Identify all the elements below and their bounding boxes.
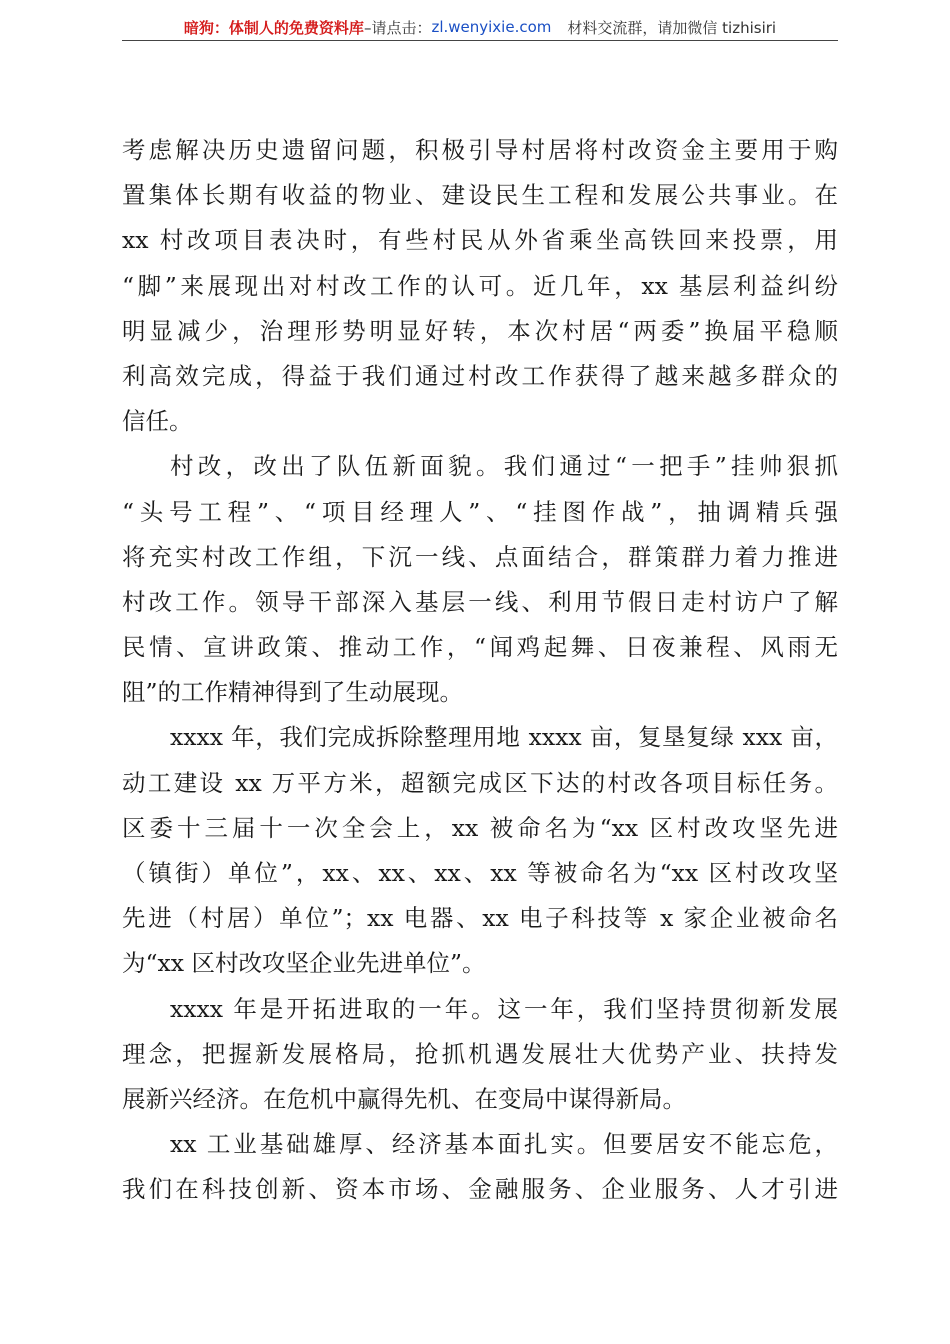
header-url-link[interactable]: zl.wenyixie.com — [431, 18, 552, 36]
text-line: 考虑解决历史遗留问题，积极引导村居将村改资金主要用于购 — [122, 136, 838, 164]
text-line: xx 工业基础雄厚、经济基本面扎实。但要居安不能忘危， — [170, 1130, 838, 1159]
text-line: xx 村改项目表决时，有些村民从外省乘坐高铁回来投票，用 — [122, 226, 838, 255]
text-line: 民情、宣讲政策、推动工作，“闻鸡起舞、日夜兼程、风雨无 — [122, 633, 838, 662]
document-body — [122, 128, 838, 1213]
text-line: 置集体长期有收益的物业、建设民生工程和发展公共事业。在 — [122, 181, 838, 210]
text-line: 将充实村改工作组，下沉一线、点面结合，群策群力着力推进 — [122, 542, 838, 571]
header-contact: 材料交流群，请加微信 tizhisiri — [567, 18, 777, 37]
text-line: xxxx 年是开拓进取的一年。这一年，我们坚持贯彻新发展 — [170, 994, 838, 1023]
text-line: 明显减少，治理形势明显好转，本次村居“两委”换届平稳顺 — [122, 316, 838, 345]
text-line: 利高效完成，得益于我们通过村改工作获得了越来越多群众的 — [122, 361, 838, 390]
text-line: “脚”来展现出对村改工作的认可。近几年，xx 基层利益纠纷 — [122, 271, 838, 300]
text-line: 信任。 — [122, 407, 193, 436]
text-line: 为“xx 区村改攻坚企业先进单位”。 — [122, 949, 486, 978]
text-line: 理念，把握新发展格局，抢抓机遇发展壮大优势产业、扶持发 — [122, 1039, 838, 1068]
text-line: xxxx 年，我们完成拆除整理用地 xxxx 亩，复垦复绿 xxx 亩， — [170, 723, 838, 752]
text-line: 村改工作。领导干部深入基层一线、利用节假日走村访户了解 — [122, 587, 838, 616]
text-line: “头号工程”、“项目经理人”、“挂图作战”，抽调精兵强 — [122, 497, 838, 526]
text-line: 动工建设 xx 万平方米，超额完成区下达的村改各项目标任务。 — [122, 768, 838, 797]
text-line: 阻”的工作精神得到了生动展现。 — [122, 678, 464, 707]
text-line: 展新兴经济。在危机中赢得先机、在变局中谋得新局。 — [122, 1084, 686, 1113]
text-line: 区委十三届十一次全会上，xx 被命名为“xx 区村改攻坚先进 — [122, 813, 838, 842]
header-click-prompt: –请点击： — [363, 18, 432, 37]
page-header — [122, 14, 838, 41]
text-line: 我们在科技创新、资本市场、金融服务、企业服务、人才引进 — [122, 1175, 838, 1204]
text-line: （镇街）单位”，xx、xx、xx、xx 等被命名为“xx 区村改攻坚 — [122, 859, 838, 887]
text-line: 先进（村居）单位”；xx 电器、xx 电子科技等 x 家企业被命名 — [122, 904, 838, 933]
header-brand: 暗狗：体制人的免费资料库 — [183, 18, 364, 37]
text-line: 村改，改出了队伍新面貌。我们通过“一把手”挂帅狠抓 — [170, 452, 838, 481]
